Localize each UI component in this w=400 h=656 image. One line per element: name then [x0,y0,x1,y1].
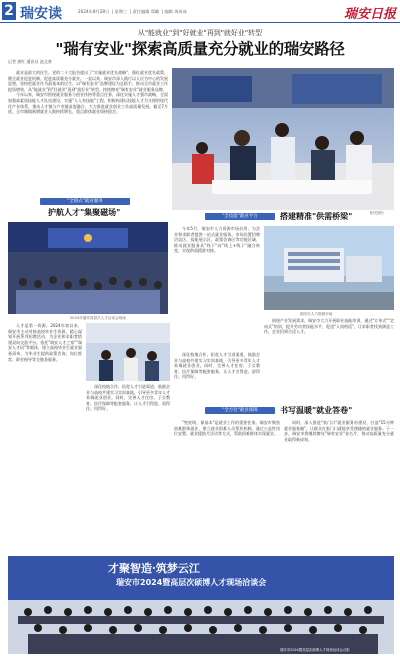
section1-body-col2 [86,384,170,554]
lead-headline: "瑞有安业"探索高质量充分就业的瑞安路径 [55,40,345,58]
section1-photo [8,222,168,314]
lead-paragraph: 就业是最大的民生。党的二十大报告提出了"实施就业优先战略"，强化就业优先政策，健全就业促进机制，促进高质量充分就业。一直以来，瑞安市深入践行以人民为中心的发展思想，坚持把就业作为最基本的民生，以"瑞有安业"品牌建设为总抓手，推动全市就业工作提质增效，从"能就业"到"好就业"再到"就好业"转型，持续擦亮"瑞有安业"就业服务品牌。 [8,70,168,92]
section2-paragraph: 今年5月，瑞安市人力资源市场启用，为企业和求职者提供一站式就业服务。市场设置招聘洽谈区、技能展示区、政策咨询区等功能区域，推动就业服务从"线下"向"线上+线下"融合转变，实现供需精准对接。 [174,226,260,254]
lead-body [8,70,168,198]
section1-paragraph: 深化校地合作，拓宽人才引进渠道，鼓励企业与高校共建实习实训基地，引导更多青年人才来瑞就业创业。同时，完善人才住房、子女教育、医疗保障等配套服务，让人才引得进、留得住、用得好。 [86,384,170,412]
header-divider [0,22,400,23]
section1-small-photo [86,323,170,381]
section3-paragraph: 同时，深入推进"家门口"就业服务站建设，打造"15分钟就业服务圈"，让群众在家门口就能享受便捷的就业服务。下一步，瑞安市将继续擦亮"瑞有安业"金名片，推动高质量充分就业取得新成效。 [284,420,394,442]
issue-weekday: 星期三 [114,9,128,14]
issue-designer: 编辑 周成成 [164,9,187,14]
section2-body-col1 [174,226,260,350]
bottom-banner-line1: 才聚智造·筑梦云江 [108,562,200,575]
main-photo [172,68,394,210]
section2-banner: "全技能"就业平台 [205,213,275,220]
section1-photo-caption: 2024年瑞安高层次人才洽谈会现场 [70,316,126,320]
bottom-banner-line2: 瑞安市2024暨高层次硕博人才现场洽谈会 [116,578,267,587]
section1-body-col1 [8,323,82,553]
issue-meta: 2024年8月28日 | 星期三 | 责任编辑 郑璐 | 编辑 周成成 [78,9,187,14]
section3-title: 书写温暖"就业答卷" [280,406,353,415]
group-photo [8,556,394,654]
issue-date: 2024年8月28日 [78,9,110,14]
section2-photo-caption: 瑞安市人力资源市场 [300,312,333,316]
section2-photo [264,226,394,310]
section2-paragraph: 围绕产业发展需求，瑞安市大力开展职业技能培训，通过"订单式""定向式"培训，提升劳动者技能水平，促进"人岗相适"，让求职者找到满意工作，企业招到合适人才。 [264,318,394,335]
section3-paragraph: "兜底线、保基本"是就业工作的重要任务。瑞安市聚焦困难群体就业，建立就业困难人员帮扶机制，通过公益性岗位安置、就业援助月活动等方式，帮助困难群体实现就业。 [174,420,280,437]
section2-paragraph: 深化校地合作，拓宽人才引进渠道，鼓励企业与高校共建实习实训基地，引导更多青年人才来瑞就业创业。同时，完善人才住房、子女教育、医疗保障等配套服务，让人才引得进、留得住、用得好。 [174,352,260,380]
newspaper-logo: 瑞安日报 [343,7,396,22]
section3-body-col1 [174,420,280,552]
page-number: 2 [2,2,16,20]
section1-paragraph: 人才是第一资源。2024年初以来，瑞安市主动对接高校毕业生资源，精心谋划开展系列招聘活动，为企业和求职者搭建双向交流平台。依托"瑞安人才之家""瑞安人才码"等载体，建立高校毕业生就业服务清单，为毕业生提供政策咨询、岗位推荐、职业指导等全链条服务。 [8,323,82,362]
section3-banner: "全方位"就业保障 [205,407,275,414]
lead-paragraph: 今年以来，瑞安市围绕就业服务与创业扶持等重点任务，深化实施人才强市战略，全面加强高素质技能人才队伍建设，实施"人人有技能"工程，积极构建以技能人才为支撑的现代化产业体系，推动人才链与产业链深度融合，大力推进就业创业工作高质量发展。截至7月底，全市城镇新增就业人数持续增长，重点群体就业保持稳定。 [8,92,168,115]
issue-editor: 责任编辑 郑璐 [132,9,160,14]
lead-subhead: 从"能就业"到"好就业"再到"就好业"转型 [137,29,263,37]
section-name: 瑞安读 [20,6,62,22]
main-photo-caption: 相关图片 [370,211,385,215]
section3-body-col2 [284,420,394,552]
lead-byline: 记者 唐红 通讯员 池文豪 [8,59,52,64]
section1-banner: "全链式"就业服务 [40,198,130,205]
group-photo-caption: 瑞安市2024暨高层次硕博人才现场洽谈会合影 [280,648,350,652]
section1-title: 护航人才"集聚磁场" [48,208,121,217]
section2-title: 搭建精准"供需桥梁" [280,212,353,221]
section2-body-col1b [174,352,260,400]
masthead [0,0,400,22]
section2-body-col2 [264,318,394,402]
